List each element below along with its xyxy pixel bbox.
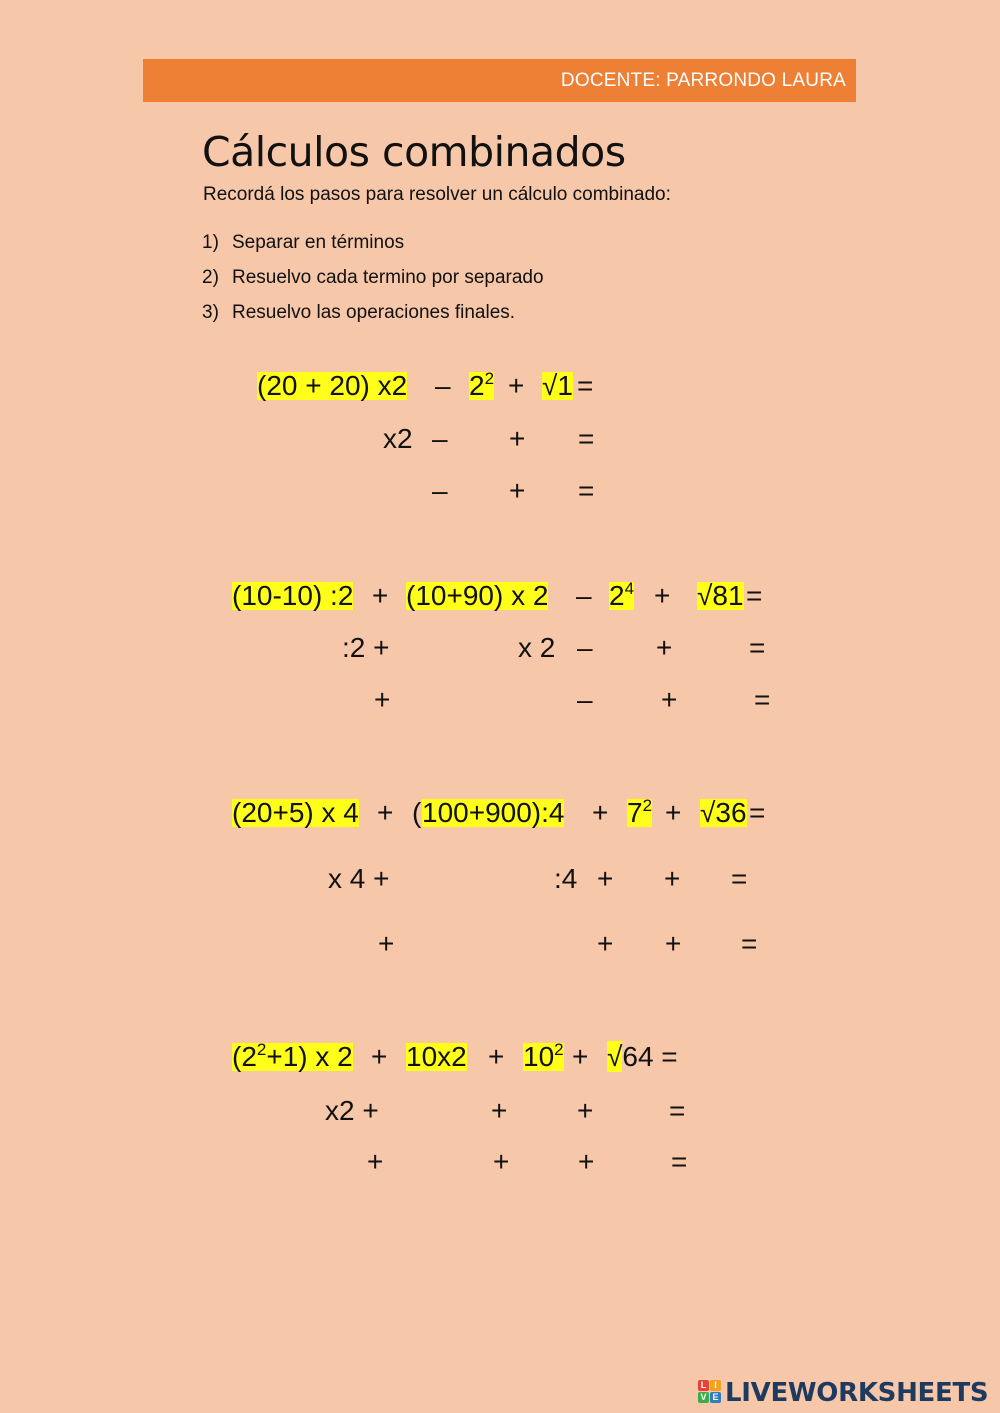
exponent: 2: [642, 796, 653, 815]
base: 2: [609, 580, 625, 611]
term: (20+5) x 4: [232, 797, 359, 828]
exponent: 2: [554, 1040, 564, 1059]
operator: +: [656, 632, 673, 663]
paren: (: [412, 797, 422, 828]
operator: +: [509, 475, 526, 506]
operator: –: [577, 684, 593, 715]
operator: +: [491, 1095, 508, 1126]
liveworksheets-logo: [698, 1378, 988, 1408]
equals: =: [671, 1146, 688, 1177]
term: [469, 369, 495, 401]
operator: +: [488, 1041, 505, 1072]
term: √36: [700, 797, 747, 828]
partial: x2: [383, 423, 413, 454]
operator: +: [654, 580, 671, 611]
operator: +: [374, 684, 391, 715]
root-symbol: √: [607, 1041, 623, 1072]
logo-text: LIVEWORKSHEETS: [725, 1378, 989, 1408]
term: [609, 579, 635, 611]
partial: x2 +: [325, 1095, 379, 1126]
step-text: Resuelvo cada termino por separado: [232, 267, 544, 288]
step-number: 3): [202, 302, 219, 323]
term: 100+900):4: [422, 797, 565, 828]
operator: +: [577, 1095, 594, 1126]
equals: =: [578, 423, 595, 454]
equals: =: [577, 370, 594, 401]
operator: +: [661, 684, 678, 715]
step-number: 1): [202, 232, 219, 253]
operator: +: [378, 928, 395, 959]
operator: +: [597, 928, 614, 959]
equals: =: [749, 632, 766, 663]
term: [523, 1040, 564, 1072]
header-bar: [143, 59, 856, 102]
operator: –: [577, 632, 593, 663]
operator: +: [371, 1041, 388, 1072]
operator: +: [509, 423, 526, 454]
operator: –: [432, 423, 448, 454]
term: (10-10) :2: [232, 580, 354, 611]
term: 10x2: [406, 1041, 467, 1072]
partial: :2 +: [342, 632, 390, 663]
base: 2: [469, 370, 485, 401]
partial: x 4 +: [328, 863, 390, 894]
logo-letter: E: [710, 1392, 721, 1403]
operator: –: [576, 580, 592, 611]
operator: +: [597, 863, 614, 894]
partial: x 2: [518, 632, 556, 663]
exponent: 2: [256, 1040, 267, 1059]
equals: =: [741, 928, 758, 959]
term: √81: [697, 580, 744, 611]
logo-letter: I: [710, 1380, 721, 1391]
operator: +: [665, 797, 682, 828]
operator: –: [435, 370, 451, 401]
base: 10: [523, 1041, 555, 1072]
logo-mark-icon: [698, 1380, 722, 1406]
term: (10+90) x 2: [406, 580, 549, 611]
equals: =: [746, 580, 763, 611]
partial: :4: [554, 863, 578, 894]
exponent: 2: [484, 369, 495, 388]
operator: +: [572, 1041, 589, 1072]
operator: +: [367, 1146, 384, 1177]
exponent: 4: [624, 579, 635, 598]
root-rest: 64 =: [622, 1041, 678, 1072]
logo-letter: L: [698, 1380, 709, 1391]
equals: =: [754, 684, 771, 715]
step-text: Resuelvo las operaciones finales.: [232, 302, 516, 323]
step-number: 2): [202, 267, 219, 288]
term: [607, 1043, 678, 1071]
logo-letter: V: [698, 1392, 709, 1403]
term-post: +1) x 2: [266, 1041, 353, 1072]
operator: +: [664, 863, 681, 894]
page-title: Cálculos combinados: [202, 128, 626, 176]
operator: +: [592, 797, 609, 828]
term: (20 + 20) x2: [257, 370, 408, 401]
operator: +: [665, 928, 682, 959]
term: [232, 1040, 353, 1072]
intro-text: Recordá los pasos para resolver un cálculo combinado:: [203, 184, 671, 205]
equals: =: [578, 475, 595, 506]
operator: +: [578, 1146, 595, 1177]
term: [627, 796, 653, 828]
teacher-name: DOCENTE: PARRONDO LAURA: [560, 70, 846, 91]
operator: –: [432, 475, 448, 506]
equals: =: [731, 863, 748, 894]
operator: +: [377, 797, 394, 828]
term-pre: (2: [232, 1041, 257, 1072]
operator: +: [508, 370, 525, 401]
operator: +: [493, 1146, 510, 1177]
base: 7: [627, 797, 643, 828]
operator: +: [372, 580, 389, 611]
equals: =: [669, 1095, 686, 1126]
step-text: Separar en términos: [232, 232, 405, 253]
equals: =: [749, 797, 766, 828]
term: √1: [542, 370, 573, 401]
